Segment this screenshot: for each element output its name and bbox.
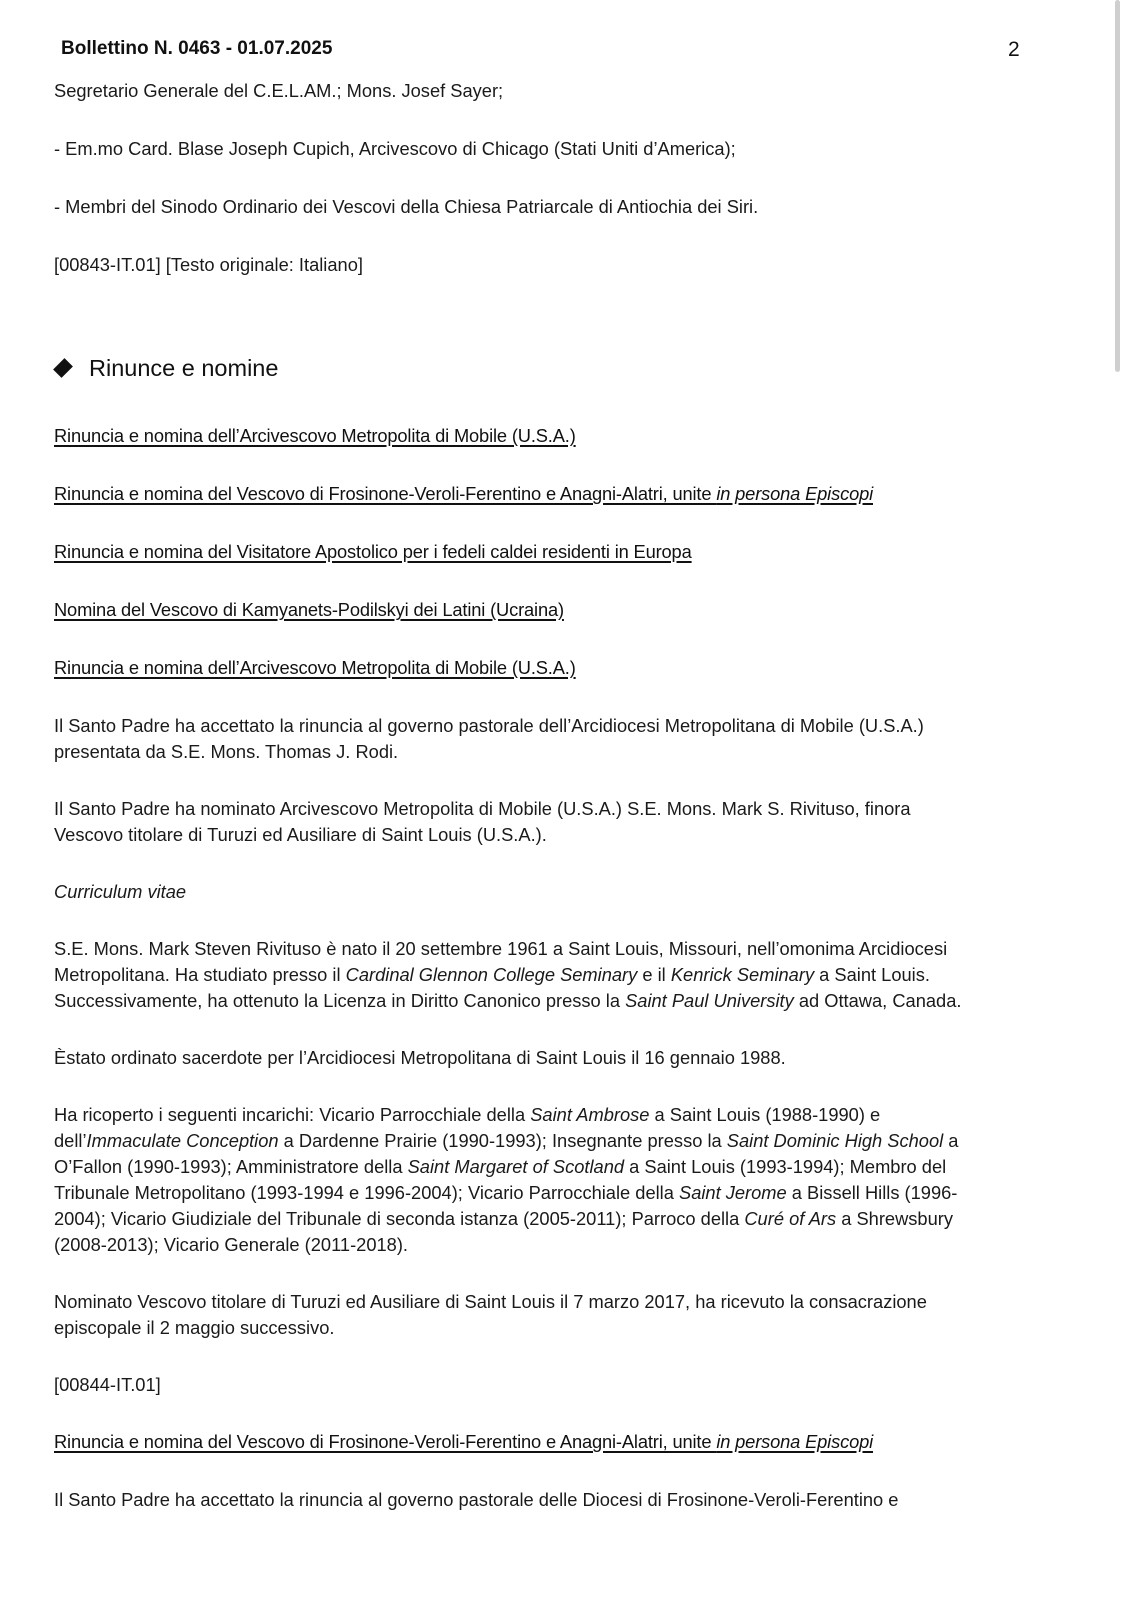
toc-link-kamyanets[interactable]: Nomina del Vescovo di Kamyanets-Podilskyi dei Latini (Ucraina) bbox=[54, 599, 564, 620]
bulletin-header: Bollettino N. 0463 - 01.07.2025 bbox=[61, 38, 333, 59]
article-heading-mobile[interactable]: Rinuncia e nomina dell’Arcivescovo Metropolita di Mobile (U.S.A.) bbox=[54, 657, 576, 678]
italic-span: Kenrick Seminary bbox=[670, 964, 815, 985]
text-span: a Saint Louis (1993-1994); Membro del bbox=[624, 1156, 947, 1177]
intro-line: - Em.mo Card. Blase Joseph Cupich, Arcivescovo di Chicago (Stati Uniti d’America); bbox=[54, 138, 736, 159]
heading-text: Rinuncia e nomina del Vescovo di Frosinone-Veroli-Ferentino e Anagni-Alatri, unite bbox=[54, 1431, 717, 1452]
document-reference: [00844-IT.01] bbox=[54, 1374, 161, 1395]
text-span: a Bissell Hills (1996- bbox=[786, 1182, 958, 1203]
italic-span: Saint Dominic High School bbox=[726, 1130, 944, 1151]
paragraph-line: Èstato ordinato sacerdote per l’Arcidiocesi Metropolitana di Saint Louis il 16 gennaio 1988. bbox=[54, 1047, 786, 1068]
paragraph-line bbox=[54, 1206, 953, 1232]
text-span: Successivamente, ha ottenuto la Licenza in Diritto Canonico presso la bbox=[54, 990, 626, 1011]
text-span: a Saint Louis. bbox=[814, 964, 930, 985]
text-span: a bbox=[943, 1130, 959, 1151]
toc-link-italic: in persona Episcopi bbox=[716, 483, 874, 504]
scrollbar-thumb[interactable] bbox=[1115, 0, 1120, 372]
text-span: Ha ricoperto i seguenti incarichi: Vicario Parrocchiale della bbox=[54, 1104, 531, 1125]
italic-span: Cardinal Glennon College Seminary bbox=[345, 964, 638, 985]
text-span: 2004); Vicario Giudiziale del Tribunale di seconda istanza (2005-2011); Parroco della bbox=[54, 1208, 745, 1229]
text-span: Metropolitana. Ha studiato presso il bbox=[54, 964, 346, 985]
text-span: dell’ bbox=[54, 1130, 87, 1151]
paragraph-line: Il Santo Padre ha nominato Arcivescovo Metropolita di Mobile (U.S.A.) S.E. Mons. Mark S. Rivituso, finora bbox=[54, 798, 911, 819]
italic-span: Saint Paul University bbox=[625, 990, 794, 1011]
paragraph-line bbox=[54, 988, 961, 1014]
paragraph-line bbox=[54, 962, 930, 988]
paragraph-line: Il Santo Padre ha accettato la rinuncia al governo pastorale dell’Arcidiocesi Metropolitana di Mobile (U.S.A.) bbox=[54, 715, 924, 736]
document-reference: [00843-IT.01] [Testo originale: Italiano] bbox=[54, 254, 363, 275]
text-span: O’Fallon (1990-1993); Amministratore della bbox=[54, 1156, 408, 1177]
paragraph-line: presentata da S.E. Mons. Thomas J. Rodi. bbox=[54, 741, 399, 762]
toc-link-text: Rinuncia e nomina del Vescovo di Frosinone-Veroli-Ferentino e Anagni-Alatri, unite bbox=[54, 483, 717, 504]
paragraph-line bbox=[54, 1128, 958, 1154]
text-span: e il bbox=[637, 964, 671, 985]
paragraph-line bbox=[54, 1154, 946, 1180]
text-span: ad Ottawa, Canada. bbox=[793, 990, 962, 1011]
paragraph-line: S.E. Mons. Mark Steven Rivituso è nato il 20 settembre 1961 a Saint Louis, Missouri, nell’omonima Arcidiocesi bbox=[54, 938, 948, 959]
section-title bbox=[54, 355, 278, 382]
diamond-bullet-icon bbox=[53, 358, 73, 378]
paragraph-line: episcopale il 2 maggio successivo. bbox=[54, 1317, 335, 1338]
text-span: Tribunale Metropolitano (1993-1994 e 1996-2004); Vicario Parrocchiale della bbox=[54, 1182, 679, 1203]
curriculum-title: Curriculum vitae bbox=[54, 881, 187, 902]
text-span: a Dardenne Prairie (1990-1993); Insegnante presso la bbox=[278, 1130, 727, 1151]
intro-line: Segretario Generale del C.E.L.AM.; Mons. Josef Sayer; bbox=[54, 80, 504, 101]
article-heading-frosinone[interactable] bbox=[54, 1429, 873, 1455]
paragraph-line: (2008-2013); Vicario Generale (2011-2018). bbox=[54, 1234, 408, 1255]
toc-link-chaldean-visitor[interactable]: Rinuncia e nomina del Visitatore Apostolico per i fedeli caldei residenti in Europa bbox=[54, 541, 692, 562]
paragraph-line: Il Santo Padre ha accettato la rinuncia al governo pastorale delle Diocesi di Frosinone-Veroli-Ferentino e bbox=[54, 1489, 899, 1510]
intro-line: - Membri del Sinodo Ordinario dei Vescovi della Chiesa Patriarcale di Antiochia dei Siri. bbox=[54, 196, 759, 217]
paragraph-line bbox=[54, 1102, 880, 1128]
paragraph-line bbox=[54, 1180, 957, 1206]
paragraph-line: Vescovo titolare di Turuzi ed Ausiliare di Saint Louis (U.S.A.). bbox=[54, 824, 547, 845]
italic-span: Saint Jerome bbox=[679, 1182, 787, 1203]
paragraph-line: Nominato Vescovo titolare di Turuzi ed Ausiliare di Saint Louis il 7 marzo 2017, ha ricevuto la consacrazione bbox=[54, 1291, 927, 1312]
page-number: 2 bbox=[1008, 38, 1020, 61]
italic-span: Saint Ambrose bbox=[530, 1104, 650, 1125]
text-span: a Saint Louis (1988-1990) e bbox=[649, 1104, 881, 1125]
italic-span: Immaculate Conception bbox=[86, 1130, 279, 1151]
text-span: a Shrewsbury bbox=[836, 1208, 953, 1229]
section-title-text: Rinunce e nomine bbox=[89, 355, 279, 381]
heading-italic: in persona Episcopi bbox=[716, 1431, 874, 1452]
italic-span: Saint Margaret of Scotland bbox=[407, 1156, 625, 1177]
italic-span: Curé of Ars bbox=[744, 1208, 837, 1229]
toc-link-mobile[interactable]: Rinuncia e nomina dell’Arcivescovo Metropolita di Mobile (U.S.A.) bbox=[54, 425, 576, 446]
toc-link-frosinone[interactable] bbox=[54, 481, 873, 507]
